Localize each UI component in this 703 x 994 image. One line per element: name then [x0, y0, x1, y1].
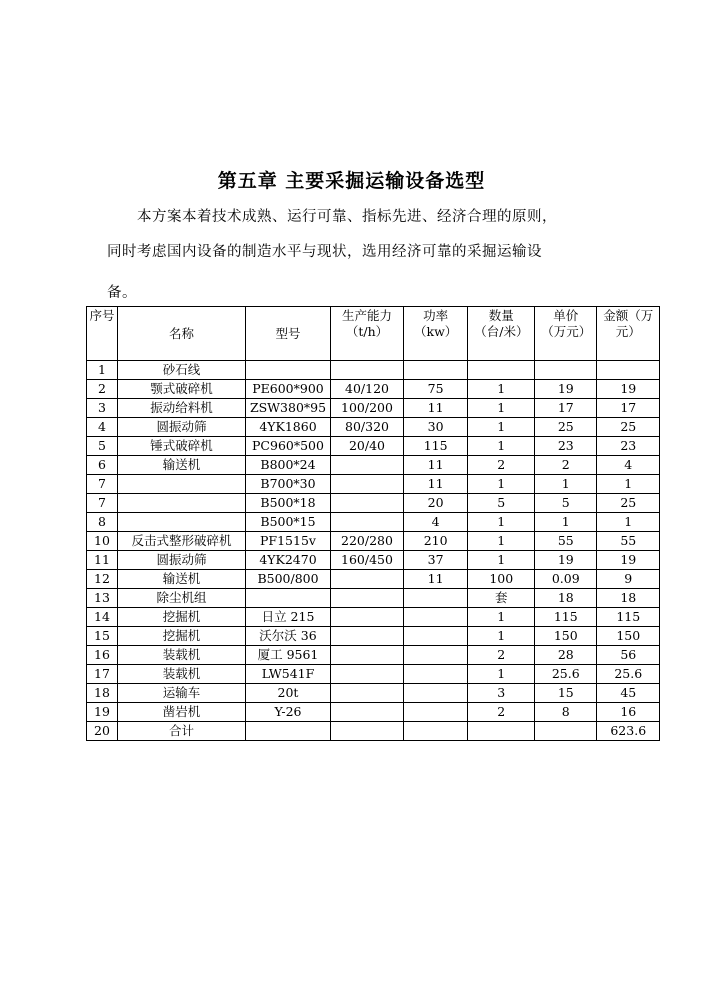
table-row — [87, 551, 660, 570]
table-row — [87, 418, 660, 437]
table-row — [87, 494, 660, 513]
cell-amount: 1 — [597, 475, 660, 494]
cell-power — [404, 665, 468, 684]
cell-power — [404, 646, 468, 665]
cell-seq: 15 — [87, 627, 118, 646]
cell-model: B500*15 — [246, 513, 331, 532]
cell-name: 挖掘机 — [118, 608, 246, 627]
cell-power — [404, 361, 468, 380]
table-row — [87, 513, 660, 532]
paragraph-line-3: 备。 — [107, 285, 137, 301]
cell-name: 锤式破碎机 — [118, 437, 246, 456]
header-price: 单价（万元） — [535, 307, 597, 361]
cell-name — [118, 494, 246, 513]
cell-name: 输送机 — [118, 570, 246, 589]
header-capacity: 生产能力（t/h） — [331, 307, 404, 361]
cell-seq: 16 — [87, 646, 118, 665]
cell-model — [246, 722, 331, 741]
table-row — [87, 380, 660, 399]
table-row — [87, 627, 660, 646]
table-row — [87, 684, 660, 703]
cell-capacity — [331, 494, 404, 513]
table-row — [87, 456, 660, 475]
cell-seq: 17 — [87, 665, 118, 684]
cell-price: 19 — [535, 551, 597, 570]
cell-price — [535, 361, 597, 380]
header-power: 功率（kw） — [404, 307, 468, 361]
cell-name: 装载机 — [118, 646, 246, 665]
cell-price: 55 — [535, 532, 597, 551]
cell-seq: 20 — [87, 722, 118, 741]
cell-capacity: 160/450 — [331, 551, 404, 570]
cell-price: 0.09 — [535, 570, 597, 589]
cell-capacity: 100/200 — [331, 399, 404, 418]
cell-qty: 5 — [468, 494, 535, 513]
cell-model: PF1515v — [246, 532, 331, 551]
cell-seq: 14 — [87, 608, 118, 627]
cell-power: 20 — [404, 494, 468, 513]
cell-seq: 2 — [87, 380, 118, 399]
table-row — [87, 722, 660, 741]
cell-model: 4YK2470 — [246, 551, 331, 570]
cell-price: 18 — [535, 589, 597, 608]
cell-price: 1 — [535, 513, 597, 532]
cell-seq: 7 — [87, 494, 118, 513]
cell-amount: 4 — [597, 456, 660, 475]
cell-model: B500*18 — [246, 494, 331, 513]
cell-capacity — [331, 703, 404, 722]
cell-price: 8 — [535, 703, 597, 722]
cell-qty: 套 — [468, 589, 535, 608]
cell-price: 25.6 — [535, 665, 597, 684]
cell-power: 37 — [404, 551, 468, 570]
cell-model: 20t — [246, 684, 331, 703]
cell-qty: 1 — [468, 437, 535, 456]
cell-capacity — [331, 627, 404, 646]
cell-name: 除尘机组 — [118, 589, 246, 608]
cell-amount: 25 — [597, 494, 660, 513]
cell-capacity — [331, 665, 404, 684]
cell-power — [404, 722, 468, 741]
table-row — [87, 589, 660, 608]
paragraph-line-1: 本方案本着技术成熟、运行可靠、指标先进、经济合理的原则， — [137, 209, 557, 225]
cell-name: 砂石线 — [118, 361, 246, 380]
cell-capacity: 20/40 — [331, 437, 404, 456]
cell-amount: 25 — [597, 418, 660, 437]
cell-power: 30 — [404, 418, 468, 437]
cell-model: ZSW380*95 — [246, 399, 331, 418]
cell-seq: 6 — [87, 456, 118, 475]
cell-price: 28 — [535, 646, 597, 665]
cell-price: 15 — [535, 684, 597, 703]
cell-qty: 2 — [468, 646, 535, 665]
header-model: 型号 — [246, 307, 331, 361]
cell-name: 凿岩机 — [118, 703, 246, 722]
cell-name: 装载机 — [118, 665, 246, 684]
table-row — [87, 399, 660, 418]
cell-amount: 16 — [597, 703, 660, 722]
cell-seq: 19 — [87, 703, 118, 722]
cell-seq: 7 — [87, 475, 118, 494]
cell-capacity — [331, 513, 404, 532]
cell-power: 11 — [404, 456, 468, 475]
cell-amount: 56 — [597, 646, 660, 665]
cell-qty: 1 — [468, 551, 535, 570]
table-row — [87, 437, 660, 456]
cell-name: 合计 — [118, 722, 246, 741]
cell-amount: 19 — [597, 380, 660, 399]
cell-amount: 18 — [597, 589, 660, 608]
cell-power: 11 — [404, 399, 468, 418]
table-body — [87, 361, 660, 741]
table-row — [87, 361, 660, 380]
cell-price: 150 — [535, 627, 597, 646]
cell-capacity: 40/120 — [331, 380, 404, 399]
cell-price: 25 — [535, 418, 597, 437]
header-seq: 序号 — [87, 307, 118, 361]
cell-capacity — [331, 608, 404, 627]
cell-power: 11 — [404, 570, 468, 589]
cell-seq: 8 — [87, 513, 118, 532]
cell-qty: 1 — [468, 399, 535, 418]
table-header-row — [87, 307, 660, 361]
cell-power: 75 — [404, 380, 468, 399]
cell-price: 19 — [535, 380, 597, 399]
cell-qty: 1 — [468, 513, 535, 532]
cell-price: 2 — [535, 456, 597, 475]
cell-capacity — [331, 589, 404, 608]
header-amount: 金额（万元） — [597, 307, 660, 361]
cell-capacity: 80/320 — [331, 418, 404, 437]
cell-name: 颚式破碎机 — [118, 380, 246, 399]
cell-power: 11 — [404, 475, 468, 494]
cell-amount: 45 — [597, 684, 660, 703]
cell-amount: 25.6 — [597, 665, 660, 684]
cell-name — [118, 475, 246, 494]
table-row — [87, 475, 660, 494]
cell-capacity — [331, 570, 404, 589]
cell-price: 1 — [535, 475, 597, 494]
header-qty: 数量（台/米） — [468, 307, 535, 361]
cell-model: PC960*500 — [246, 437, 331, 456]
cell-model — [246, 589, 331, 608]
cell-seq: 5 — [87, 437, 118, 456]
cell-qty: 2 — [468, 456, 535, 475]
header-name: 名称 — [118, 307, 246, 361]
cell-power: 4 — [404, 513, 468, 532]
cell-model: 厦工 9561 — [246, 646, 331, 665]
cell-amount: 623.6 — [597, 722, 660, 741]
cell-price — [535, 722, 597, 741]
cell-name: 挖掘机 — [118, 627, 246, 646]
cell-seq: 11 — [87, 551, 118, 570]
table-row — [87, 608, 660, 627]
cell-model: 4YK1860 — [246, 418, 331, 437]
cell-model: B700*30 — [246, 475, 331, 494]
cell-qty: 1 — [468, 608, 535, 627]
cell-seq: 4 — [87, 418, 118, 437]
equipment-table — [86, 306, 660, 741]
cell-model: 沃尔沃 36 — [246, 627, 331, 646]
cell-capacity — [331, 361, 404, 380]
cell-model: PE600*900 — [246, 380, 331, 399]
cell-capacity — [331, 475, 404, 494]
cell-qty: 2 — [468, 703, 535, 722]
cell-amount: 115 — [597, 608, 660, 627]
cell-name: 圆振动筛 — [118, 418, 246, 437]
cell-qty — [468, 361, 535, 380]
cell-seq: 12 — [87, 570, 118, 589]
cell-model: B500/800 — [246, 570, 331, 589]
cell-qty: 1 — [468, 665, 535, 684]
cell-amount: 19 — [597, 551, 660, 570]
cell-power — [404, 684, 468, 703]
cell-amount: 150 — [597, 627, 660, 646]
cell-price: 17 — [535, 399, 597, 418]
paragraph-line-2: 同时考虑国内设备的制造水平与现状，选用经济可靠的采掘运输设 — [107, 244, 542, 260]
cell-seq: 18 — [87, 684, 118, 703]
table-row — [87, 570, 660, 589]
cell-amount — [597, 361, 660, 380]
table-row — [87, 532, 660, 551]
cell-model: B800*24 — [246, 456, 331, 475]
cell-qty — [468, 722, 535, 741]
cell-qty: 1 — [468, 532, 535, 551]
cell-amount: 9 — [597, 570, 660, 589]
cell-qty: 3 — [468, 684, 535, 703]
cell-model: Y-26 — [246, 703, 331, 722]
cell-power: 115 — [404, 437, 468, 456]
cell-name: 振动给料机 — [118, 399, 246, 418]
cell-capacity — [331, 684, 404, 703]
cell-name: 反击式整形破碎机 — [118, 532, 246, 551]
cell-power: 210 — [404, 532, 468, 551]
cell-power — [404, 589, 468, 608]
cell-price: 23 — [535, 437, 597, 456]
cell-name: 输送机 — [118, 456, 246, 475]
cell-price: 115 — [535, 608, 597, 627]
cell-name: 运输车 — [118, 684, 246, 703]
cell-seq: 10 — [87, 532, 118, 551]
cell-seq: 13 — [87, 589, 118, 608]
table-row — [87, 646, 660, 665]
cell-amount: 23 — [597, 437, 660, 456]
cell-price: 5 — [535, 494, 597, 513]
cell-name: 圆振动筛 — [118, 551, 246, 570]
cell-power — [404, 627, 468, 646]
cell-qty: 1 — [468, 475, 535, 494]
cell-amount: 1 — [597, 513, 660, 532]
cell-qty: 1 — [468, 380, 535, 399]
cell-seq: 1 — [87, 361, 118, 380]
cell-power — [404, 703, 468, 722]
cell-seq: 3 — [87, 399, 118, 418]
cell-qty: 100 — [468, 570, 535, 589]
cell-qty: 1 — [468, 418, 535, 437]
cell-capacity — [331, 456, 404, 475]
cell-model — [246, 361, 331, 380]
cell-amount: 17 — [597, 399, 660, 418]
cell-qty: 1 — [468, 627, 535, 646]
cell-capacity — [331, 722, 404, 741]
table-row — [87, 703, 660, 722]
cell-capacity: 220/280 — [331, 532, 404, 551]
table-row — [87, 665, 660, 684]
cell-capacity — [331, 646, 404, 665]
cell-model: LW541F — [246, 665, 331, 684]
cell-power — [404, 608, 468, 627]
cell-amount: 55 — [597, 532, 660, 551]
cell-model: 日立 215 — [246, 608, 331, 627]
cell-name — [118, 513, 246, 532]
chapter-title: 第五章 主要采掘运输设备选型 — [217, 170, 486, 192]
